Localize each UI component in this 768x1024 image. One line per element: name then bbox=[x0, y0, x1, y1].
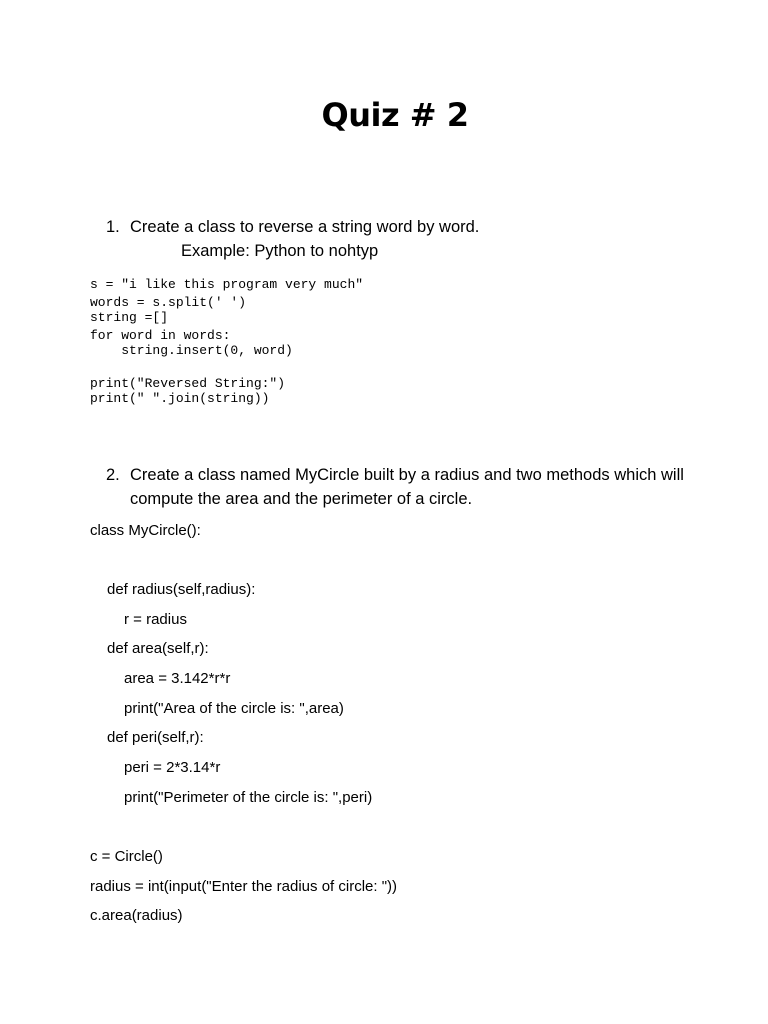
code-line: r = radius bbox=[124, 611, 187, 628]
question-2-number: 2. bbox=[106, 466, 120, 484]
question-1-example: Example: Python to nohtyp bbox=[181, 242, 379, 260]
code-line: class MyCircle(): bbox=[90, 522, 201, 539]
code-line: print(" ".join(string)) bbox=[90, 391, 270, 406]
code-line: s = "i like this program very much" bbox=[90, 277, 364, 292]
code-line: area = 3.142*r*r bbox=[124, 670, 231, 687]
code-line: print("Perimeter of the circle is: ",peri) bbox=[124, 789, 373, 806]
code-line: c = Circle() bbox=[90, 848, 163, 865]
code-line: c.area(radius) bbox=[90, 907, 183, 924]
code-line: print("Area of the circle is: ",area) bbox=[124, 700, 344, 717]
code-line: def peri(self,r): bbox=[107, 729, 204, 746]
code-line: string =[] bbox=[90, 310, 169, 325]
question-1-text: Create a class to reverse a string word by word. bbox=[130, 218, 480, 236]
code-line: def area(self,r): bbox=[107, 640, 209, 657]
question-1-number: 1. bbox=[106, 218, 120, 236]
code-line: string.insert(0, word) bbox=[90, 343, 293, 358]
code-line: peri = 2*3.14*r bbox=[124, 759, 221, 776]
code-line: print("Reversed String:") bbox=[90, 376, 286, 391]
code-line: def radius(self,radius): bbox=[107, 581, 256, 598]
question-2-text: Create a class named MyCircle built by a radius and two methods which will compute the area and the perimeter of a circle. bbox=[130, 466, 684, 508]
quiz-title: Quiz # 2 bbox=[321, 96, 469, 134]
code-line: radius = int(input("Enter the radius of circle: ")) bbox=[90, 878, 398, 895]
code-line: for word in words: bbox=[90, 328, 231, 343]
code-line: words = s.split(' ') bbox=[90, 295, 247, 310]
